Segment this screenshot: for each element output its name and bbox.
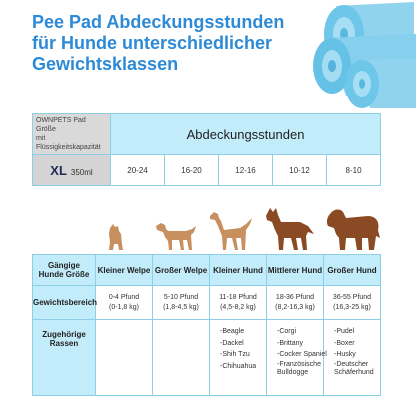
list-item: -Chihuahua	[220, 362, 257, 370]
col-medium-dog: Mittlerer Hund	[267, 255, 324, 286]
hours-large-puppy: 16-20	[165, 155, 219, 186]
weight-range-label: Gewichtsbereich	[33, 286, 96, 320]
col-large-dog: Großer Hund	[324, 255, 381, 286]
list-item: -Dackel	[220, 339, 244, 347]
weight-small-puppy	[96, 286, 153, 320]
large-puppy-icon	[152, 220, 198, 252]
page-title	[32, 12, 312, 75]
list-item: -Beagle	[220, 328, 245, 335]
title-line-1: Pee Pad Abdeckungsstunden	[32, 12, 285, 32]
weight-small-dog	[210, 286, 267, 320]
weight-lb: 36-55 Pfund	[332, 293, 372, 301]
weight-lb: 5-10 Pfund	[163, 293, 199, 301]
col-large-puppy: Großer Welpe	[153, 255, 210, 286]
breeds-label-line-2: Rassen	[49, 339, 79, 348]
list-item: -Boxer	[334, 339, 355, 347]
pad-size-label-line-2: mit Flüssigkeitskapazität	[36, 135, 101, 151]
coverage-table	[32, 113, 381, 186]
pad-size-cell	[33, 155, 111, 186]
list-item: -Cocker Spaniel	[277, 351, 327, 358]
weight-large-dog	[324, 286, 381, 320]
pad-size-label	[33, 114, 111, 155]
weight-kg: (0-1,8 kg)	[109, 303, 139, 311]
large-dog-icon	[324, 206, 382, 252]
list-item: -Shih Tzu	[220, 351, 250, 358]
title-line-3: Gewichtsklassen	[32, 54, 179, 74]
breeds-label-line-1: Zugehörige	[42, 330, 86, 339]
small-puppy-icon	[104, 222, 128, 252]
col-small-dog: Kleiner Hund	[210, 255, 267, 286]
breeds-medium-dog	[267, 320, 327, 396]
weight-kg: (16,3-25 kg)	[333, 303, 371, 311]
hours-medium-dog: 10-12	[273, 155, 327, 186]
dog-size-corner-line-2: Hunde Größe	[38, 270, 90, 279]
breed-table	[32, 254, 381, 396]
title-line-2: für Hunde unterschiedlicher	[32, 33, 273, 53]
breeds-small-puppy	[96, 320, 153, 396]
weight-kg: (1,8-4,5 kg)	[163, 303, 199, 311]
weight-lb: 11-18 Pfund	[219, 293, 257, 301]
col-small-puppy: Kleiner Welpe	[96, 255, 153, 286]
small-dog-icon	[206, 210, 254, 252]
coverage-hours-header: Abdeckungsstunden	[111, 114, 381, 155]
breeds-large-puppy	[153, 320, 210, 396]
list-item: -Deutscher Schäferhund	[334, 360, 374, 376]
pad-size-label-line-1: OWNPETS Pad Größe	[36, 117, 86, 133]
list-item: -Französische Bulldogge	[277, 360, 321, 376]
list-item: -Pudel	[334, 328, 355, 335]
hours-small-dog: 12-16	[219, 155, 273, 186]
weight-kg: (4,5-8,2 kg)	[220, 303, 256, 311]
dog-size-corner-line-1: Gängige	[47, 261, 80, 270]
dog-size-corner-label	[33, 255, 96, 286]
breeds-label	[33, 320, 96, 396]
pad-capacity: 350ml	[70, 167, 93, 177]
weight-large-puppy	[153, 286, 210, 320]
weight-medium-dog	[267, 286, 324, 320]
weight-lb: 0-4 Pfund	[108, 293, 140, 301]
medium-dog-icon	[262, 206, 316, 252]
breeds-small-dog	[210, 320, 267, 396]
pad-size: XL	[50, 162, 67, 178]
pad-roll-front	[345, 58, 416, 108]
weight-lb: 18-36 Pfund	[275, 293, 315, 301]
weight-kg: (8,2-16,3 kg)	[275, 303, 315, 311]
list-item: -Corgi	[277, 328, 297, 335]
list-item: -Husky	[334, 351, 356, 358]
hours-small-puppy: 20-24	[111, 155, 165, 186]
hours-large-dog: 8-10	[327, 155, 381, 186]
rolled-pads-illustration	[296, 0, 416, 108]
list-item: -Brittany	[277, 339, 304, 347]
breeds-large-dog	[324, 320, 381, 396]
